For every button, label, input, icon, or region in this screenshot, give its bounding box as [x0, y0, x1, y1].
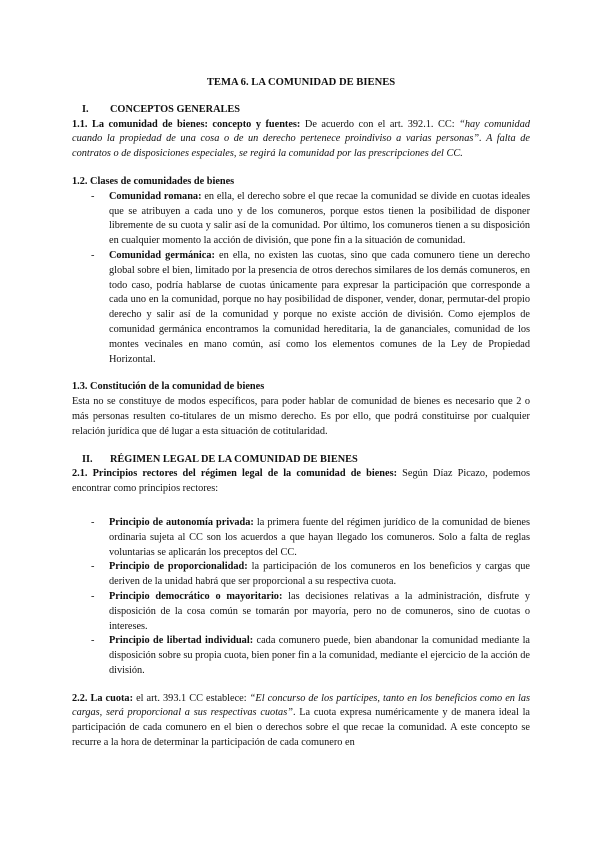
section-1-heading	[72, 103, 530, 118]
section-1-numeral: I.	[82, 103, 89, 115]
paragraph-1-3: Esta no se constituye de modos específicos, para poder hablar de comunidad de bienes es necesario que 2 o más personas resulten co-titulares de un mismo derecho. Es por ello, que podrá constituirse por cualquier relación jurídica que dé lugar a esta situación de cotitularidad.	[72, 396, 530, 437]
list-item	[72, 190, 530, 249]
item-text: las decisiones relativas a la administración, disfrute y disposición de la cosa común se tomarán por mayoría, pero no de comuneros, sino de cuotas o intereses.	[109, 590, 530, 632]
document-title: TEMA 6. LA COMUNIDAD DE BIENES	[206, 77, 396, 88]
item-label: Principio de libertad individual:	[109, 635, 254, 647]
section-2-title: RÉGIMEN LEGAL DE LA COMUNIDAD DE BIENES	[110, 453, 358, 465]
list-2-1	[72, 516, 530, 679]
paragraph-1-1	[72, 118, 530, 162]
item-label: Principio democrático o mayoritario:	[109, 590, 283, 602]
paragraph-2-2	[72, 692, 530, 751]
item-label: Comunidad germánica:	[109, 249, 215, 261]
item-text: en ella, el derecho sobre el que recae la comunidad se divide en cuotas ideales que se atribuyen a cada uno y de los comuneros, porque estos tienen la posibilidad de disponer libremente de su cuota y salir así de la comunidad. Por último, los comuneros tienen a su disposición en cualquier momento la acción de división, que pone fin a la situación de comunidad.	[109, 190, 530, 247]
item-label: Principio de autonomía privada:	[109, 516, 254, 528]
quote-2-2: “El concurso de los partícipes, tanto en los beneficios como en las cargas, será proporcional a sus respectivas cuotas”	[72, 692, 531, 719]
item-text: la primera fuente del régimen jurídico de la comunidad de bienes ordinaria sujeta al CC son los acuerdos a que hayan llegado los comuneros. Solo a falta de reglas voluntarias se aplicarán los preceptos del CC.	[109, 516, 530, 558]
section-2-numeral: II.	[82, 453, 93, 465]
dash-bullet: -	[91, 516, 95, 528]
text-2-2-cont: . La cuota expresa numéricamente y de manera ideal la participación de cada comunero en el bien o derechos sobre el que recae la comunidad. A este concepto se recurre a la hora de determinar la participación de cada comunero en	[72, 707, 530, 749]
section-2-heading	[72, 453, 530, 468]
item-label: Principio de proporcionalidad:	[109, 561, 248, 573]
text-2-2: el art. 393.1 CC establece:	[133, 692, 250, 704]
heading-2-1: 2.1. Principios rectores del régimen legal de la comunidad de bienes:	[72, 468, 398, 480]
list-item	[72, 249, 530, 367]
list-1-2	[72, 190, 530, 368]
dash-bullet: -	[91, 190, 95, 202]
item-label: Comunidad romana:	[109, 190, 202, 202]
heading-1-3: 1.3. Constitución de la comunidad de bienes	[72, 381, 265, 393]
item-text: la participación de los comuneros en los beneficios y cargas que deriven de la unidad habrá que ser proporcional a su respectiva cuota.	[109, 561, 530, 588]
item-text: cada comunero puede, bien abandonar la comunidad mediante la disposición sobre su propia cuota, bien poner fin a la comunidad, mediante el ejercicio de la acción de división.	[109, 635, 530, 676]
list-item	[72, 516, 530, 560]
heading-1-1: 1.1. La comunidad de bienes: concepto y fuentes:	[72, 118, 301, 130]
dash-bullet: -	[91, 590, 95, 602]
document-content	[72, 76, 530, 751]
list-item	[72, 560, 530, 590]
quote-1-1: “hay comunidad cuando la propiedad de una cosa o de un derecho pertenece proindiviso a varias personas”. A falta de contratos o de disposiciones especiales, se regirá la comunidad por las prescripciones del CC.	[72, 118, 530, 160]
heading-1-2: 1.2. Clases de comunidades de bienes	[72, 175, 235, 187]
dash-bullet: -	[91, 561, 95, 573]
paragraph-2-1	[72, 467, 530, 497]
list-item	[72, 634, 530, 678]
list-item	[72, 590, 530, 634]
text-1-1: De acuerdo con el art. 392.1. CC:	[300, 118, 460, 130]
text-2-1: Según Díaz Picazo, podemos encontrar como principios rectores:	[72, 468, 530, 495]
dash-bullet: -	[91, 249, 95, 261]
heading-2-2: 2.2. La cuota:	[72, 692, 134, 704]
item-text: en ella, no existen las cuotas, sino que cada comunero tiene un derecho global sobre el bien, limitado por la presencia de otros derechos similares de los demás comuneros, en todo caso, podría hablarse de cuotas únicamente para expresar la participación que corresponde a cada uno en la comunidad, porque no hay posibilidad de disponer, vender, donar, permutar-del propio derecho y salir así de la comunidad y porque no existe acción de división. Como ejemplos de comunidad germánica encontramos la comunidad hereditaria, la de gananciales, comunidad de los montes vecinales en mano común, así como los elementos comunes de la Ley de Propiedad Horizontal.	[109, 249, 530, 365]
section-1-title: CONCEPTOS GENERALES	[110, 103, 240, 115]
dash-bullet: -	[91, 635, 95, 647]
